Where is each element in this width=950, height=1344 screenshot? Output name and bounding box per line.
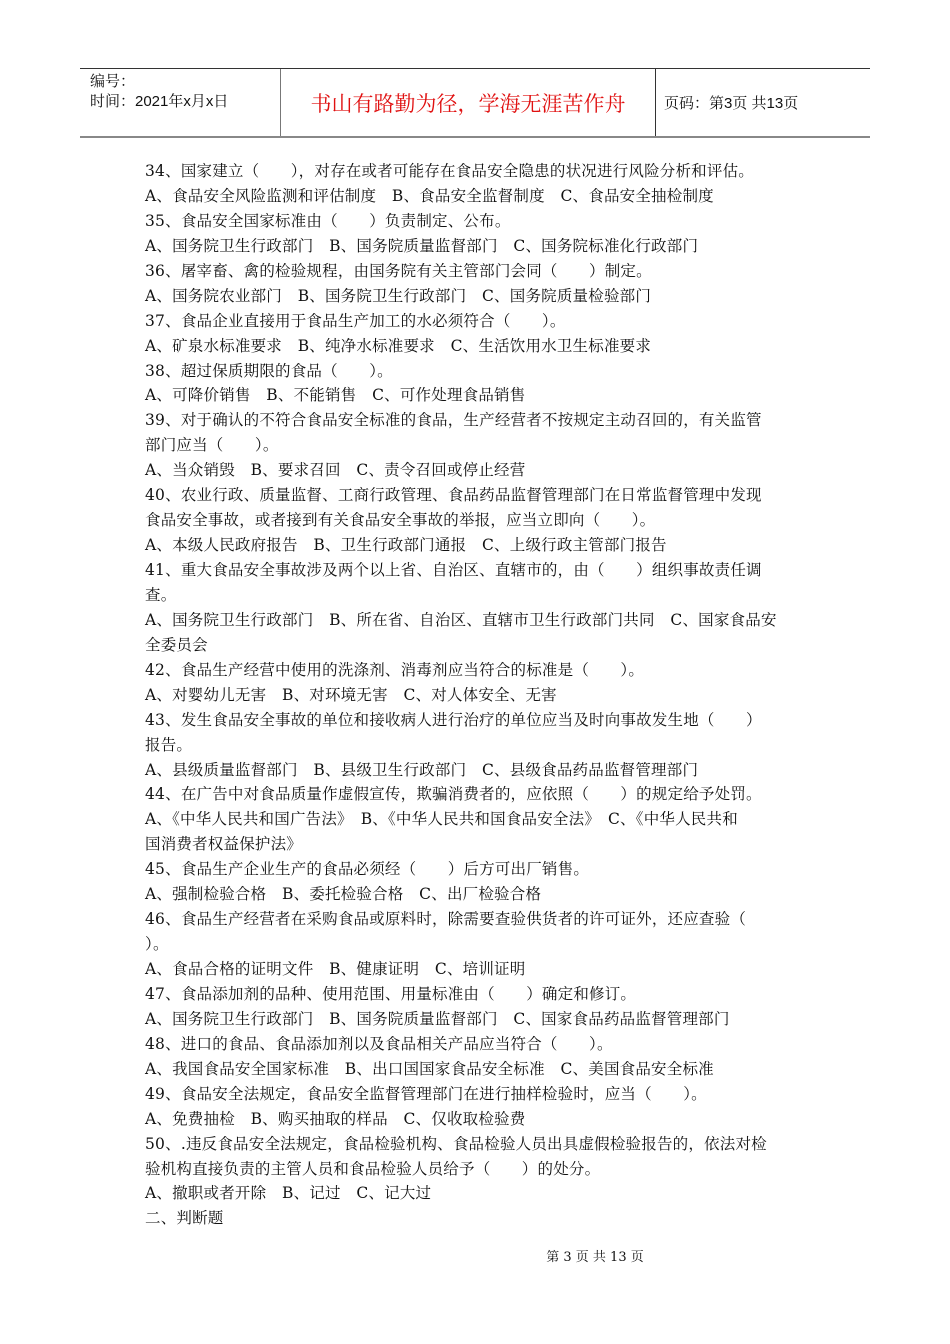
document-body	[145, 159, 815, 1231]
text-line: ）。	[145, 935, 169, 954]
text-line: 食品安全事故，或者接到有关食品安全事故的举报，应当立即向（ ）。	[145, 511, 656, 530]
text-line: 41、重大食品安全事故涉及两个以上省、自治区、直辖市的，由（ ）组织事故责任调	[145, 561, 762, 579]
text-line: A、撤职或者开除 B、记过 C、记大过	[145, 1184, 432, 1203]
text-line: A、可降价销售 B、不能销售 C、可作处理食品销售	[145, 386, 526, 405]
time-label: 时间：2021年x月x日	[90, 93, 229, 110]
text-line: A、矿泉水标准要求 B、纯净水标准要求 C、生活饮用水卫生标准要求	[145, 336, 652, 355]
header-meta	[80, 69, 281, 136]
text-line: 验机构直接负责的主管人员和食品检验人员给予（ ）的处分。	[145, 1159, 601, 1178]
text-line: A、食品合格的证明文件 B、健康证明 C、培训证明	[145, 960, 526, 978]
text-line: 38、超过保质期限的食品（ ）。	[145, 361, 393, 380]
text-line: 49、食品安全法规定，食品安全监督管理部门在进行抽样检验时，应当（ ）。	[145, 1084, 707, 1103]
text-line: A、当众销毁 B、要求召回 C、责令召回或停止经营	[145, 461, 526, 480]
text-line: 报告。	[145, 735, 193, 754]
text-line: A、我国食品安全国家标准 B、出口国国家食品安全标准 C、美国食品安全标准	[145, 1059, 714, 1078]
text-line: A、食品安全风险监测和评估制度 B、食品安全监督制度 C、食品安全抽检制度	[145, 186, 714, 205]
header-motto: 书山有路勤为径，学海无涯苦作舟	[281, 69, 656, 136]
text-line: A、《中华人民共和国广告法》 B、《中华人民共和国食品安全法》 C、《中华人民共和	[145, 810, 738, 829]
text-line: A、本级人民政府报告 B、卫生行政部门通报 C、上级行政主管部门报告	[145, 536, 667, 555]
text-line: 部门应当（ ）。	[145, 436, 279, 455]
text-line: A、国务院卫生行政部门 B、所在省、自治区、直辖市卫生行政部门共同 C、国家食品安	[145, 610, 777, 629]
text-line: 46、食品生产经营者在采购食品或原料时，除需要查验供货者的许可证外，还应查验（	[145, 910, 747, 929]
text-line: 查。	[145, 585, 177, 604]
text-line: A、免费抽检 B、购买抽取的样品 C、仅收取检验费	[145, 1109, 526, 1128]
header-page-info: 页码：第3页 共13页	[664, 95, 799, 112]
text-line: A、国务院卫生行政部门 B、国务院质量监督部门 C、国家食品药品监督管理部门	[145, 1009, 730, 1028]
text-line: A、县级质量监督部门 B、县级卫生行政部门 C、县级食品药品监督管理部门	[145, 760, 699, 779]
text-line: 47、食品添加剂的品种、使用范围、用量标准由（ ）确定和修订。	[145, 984, 637, 1003]
text-line: 国消费者权益保护法》	[145, 835, 303, 854]
text-line: 二、判断题	[145, 1209, 224, 1228]
text-line: 35、食品安全国家标准由（ ）负责制定、公布。	[145, 211, 511, 230]
text-line: 37、食品企业直接用于食品生产加工的水必须符合（ ）。	[145, 311, 566, 330]
text-line: A、国务院卫生行政部门 B、国务院质量监督部门 C、国务院标准化行政部门	[145, 236, 699, 255]
text-line: 48、进口的食品、食品添加剂以及食品相关产品应当符合（ ）。	[145, 1034, 613, 1053]
text-line: 50、.违反食品安全法规定，食品检验机构、食品检验人员出具虚假检验报告的，依法对检	[145, 1134, 767, 1153]
text-line: 40、农业行政、质量监督、工商行政管理、食品药品监督管理部门在日常监督管理中发现	[145, 486, 762, 505]
text-line: 44、在广告中对食品质量作虚假宣传，欺骗消费者的，应依照（ ）的规定给予处罚。	[145, 785, 762, 804]
text-line: 45、食品生产企业生产的食品必须经（ ）后方可出厂销售。	[145, 860, 590, 879]
text-line: A、强制检验合格 B、委托检验合格 C、出厂检验合格	[145, 885, 542, 904]
text-line: 39、对于确认的不符合食品安全标准的食品，生产经营者不按规定主动召回的，有关监管	[145, 411, 762, 430]
text-line: 全委员会	[145, 635, 208, 654]
text-line: 42、食品生产经营中使用的洗涤剂、消毒剂应当符合的标准是（ ）。	[145, 660, 645, 679]
text-line: 43、发生食品安全事故的单位和接收病人进行治疗的单位应当及时向事故发生地（ ）	[145, 710, 762, 729]
text-line: A、国务院农业部门 B、国务院卫生行政部门 C、国务院质量检验部门	[145, 286, 652, 305]
text-line: 36、屠宰畜、禽的检验规程，由国务院有关主管部门会同（ ）制定。	[145, 261, 652, 280]
text-line: A、对婴幼儿无害 B、对环境无害 C、对人体安全、无害	[145, 685, 557, 704]
number-label: 编号：	[90, 73, 136, 90]
page-header	[80, 68, 870, 138]
text-line: 34、国家建立（ ），对存在或者可能存在食品安全隐患的状况进行风险分析和评估。	[145, 162, 754, 180]
page-footer: 第 3 页 共 13 页	[546, 1250, 644, 1265]
